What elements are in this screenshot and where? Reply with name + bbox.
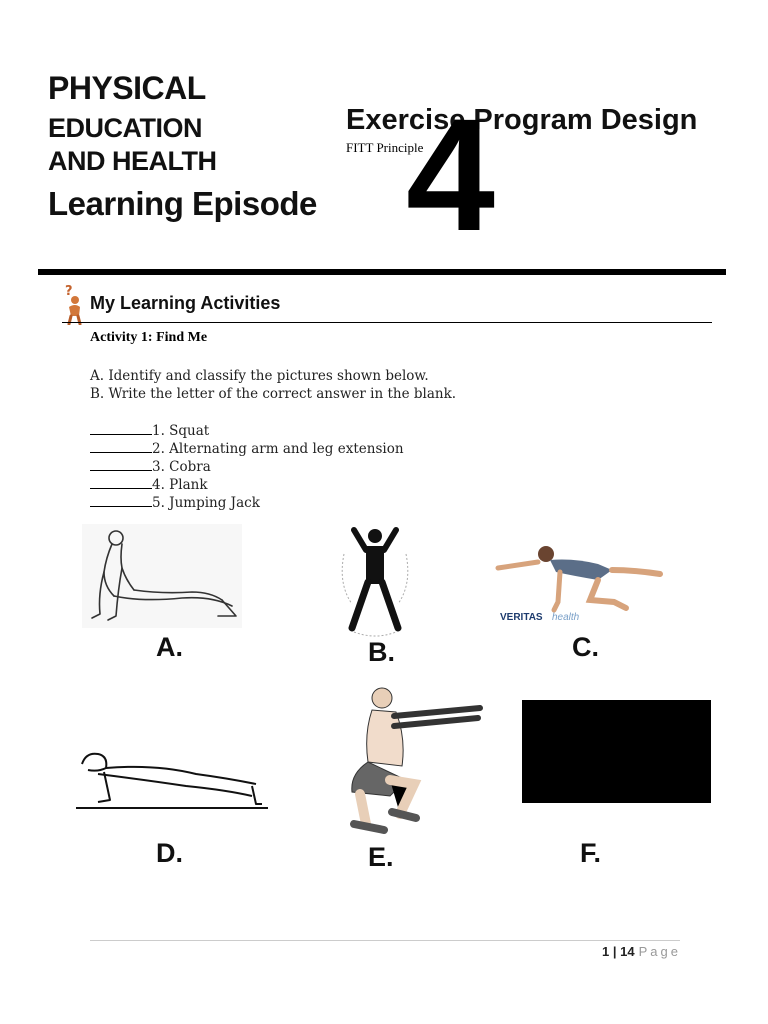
answer-item-1: 1. Squat <box>90 422 209 439</box>
picture-label-f: F. <box>580 838 602 868</box>
picture-c-bird-dog <box>494 540 674 626</box>
picture-f-photo <box>522 700 711 803</box>
answer-blank[interactable] <box>90 476 152 489</box>
veritas-watermark: VERITAS <box>500 612 543 623</box>
page-number: 1 | 14 Page <box>602 944 681 959</box>
section-divider <box>62 322 712 323</box>
subject-line-3: AND HEALTH <box>48 146 217 176</box>
activity-title: Activity 1: Find Me <box>90 330 208 345</box>
answer-blank[interactable] <box>90 422 152 435</box>
episode-label: Learning Episode <box>48 185 317 222</box>
answer-blank[interactable] <box>90 440 152 453</box>
header-divider <box>38 269 726 275</box>
veritas-watermark-suffix: health <box>552 612 580 623</box>
episode-number: 4 <box>406 85 495 264</box>
answer-item-2: 2. Alternating arm and leg extension <box>90 440 404 457</box>
section-title: My Learning Activities <box>90 293 281 313</box>
instruction-a: A. Identify and classify the pictures shown below. <box>90 368 429 384</box>
subject-line-1: PHYSICAL <box>48 70 206 106</box>
page-word: Page <box>638 944 681 959</box>
picture-label-a: A. <box>156 632 183 662</box>
instruction-b: B. Write the letter of the correct answer in the blank. <box>90 386 457 402</box>
page-current: 1 <box>602 944 610 959</box>
picture-label-d: D. <box>156 838 183 868</box>
picture-label-c: C. <box>572 632 599 662</box>
answer-item-4: 4. Plank <box>90 476 208 493</box>
picture-label-e: E. <box>368 842 394 872</box>
svg-text:?: ? <box>65 284 73 299</box>
picture-d-push-up <box>76 746 270 814</box>
answer-blank[interactable] <box>90 458 152 471</box>
page-total: 14 <box>620 944 635 959</box>
lesson-title: Exercise Program Design <box>346 104 698 136</box>
picture-a-cobra <box>82 524 242 628</box>
answer-blank[interactable] <box>90 494 152 507</box>
footer-divider <box>90 940 680 941</box>
picture-b-jumping-jack <box>330 524 420 640</box>
thinking-person-icon <box>62 283 86 325</box>
lesson-subtitle: FITT Principle <box>346 140 424 155</box>
answer-item-5: 5. Jumping Jack <box>90 494 260 511</box>
answer-item-3: 3. Cobra <box>90 458 211 475</box>
picture-e-squat <box>330 684 488 838</box>
subject-line-2: EDUCATION <box>48 113 202 143</box>
picture-label-b: B. <box>368 637 395 667</box>
